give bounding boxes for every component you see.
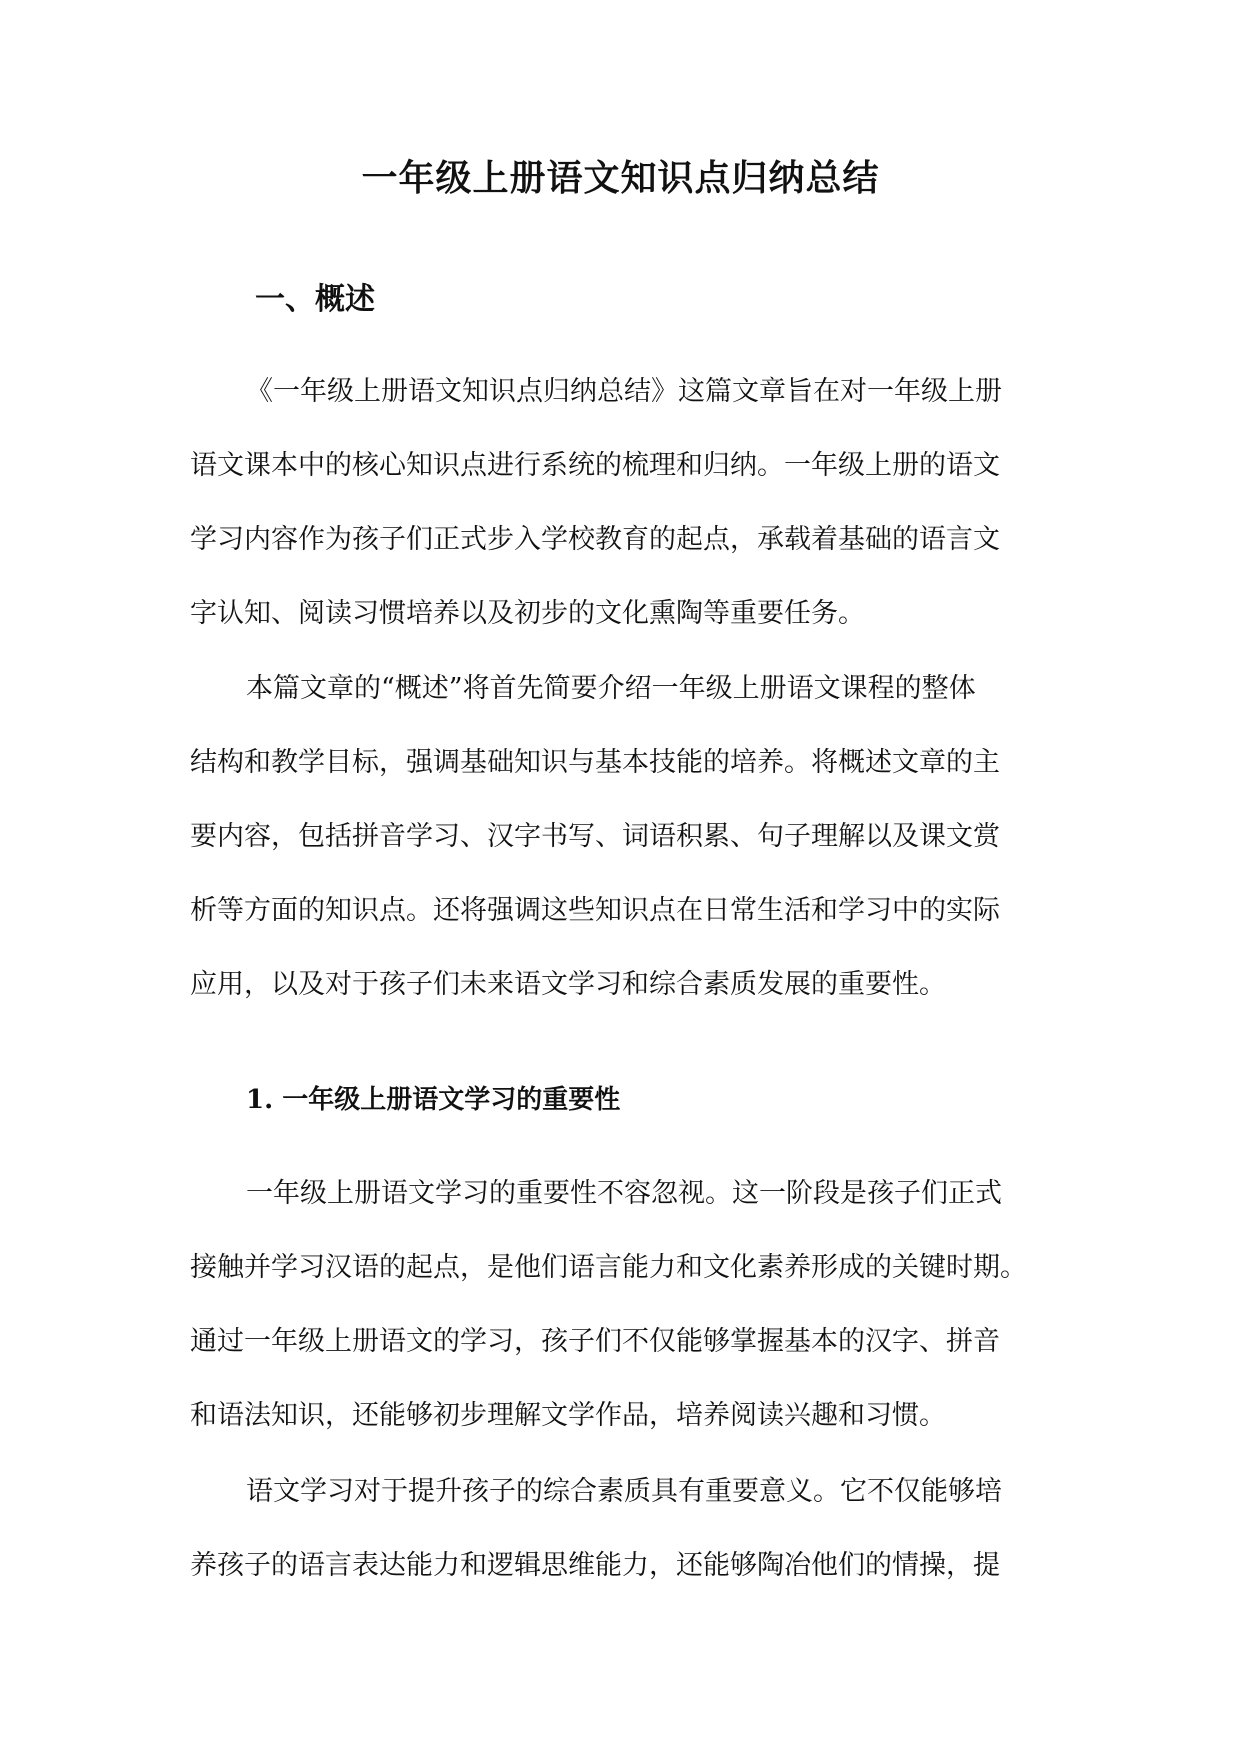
importance-paragraph-1 xyxy=(190,1157,1055,1453)
paragraph-line: 接触并学习汉语的起点，是他们语言能力和文化素养形成的关键时期。 xyxy=(190,1252,1027,1283)
overview-paragraph-2 xyxy=(190,652,1055,1022)
paragraph-line: 应用，以及对于孩子们未来语文学习和综合素质发展的重要性。 xyxy=(190,969,946,1000)
document-title: 一年级上册语文知识点归纳总结 xyxy=(361,157,880,199)
paragraph-line: 字认知、阅读习惯培养以及初步的文化熏陶等重要任务。 xyxy=(190,598,865,629)
section-heading-overview: 一、概述 xyxy=(255,282,375,317)
paragraph-line: 和语法知识，还能够初步理解文学作品，培养阅读兴趣和习惯。 xyxy=(190,1400,946,1431)
paragraph-line: 《一年级上册语文知识点归纳总结》这篇文章旨在对一年级上册 xyxy=(246,376,1002,407)
paragraph-line: 学习内容作为孩子们正式步入学校教育的起点，承载着基础的语言文 xyxy=(190,524,1000,555)
paragraph-line: 要内容，包括拼音学习、汉字书写、词语积累、句子理解以及课文赏 xyxy=(190,821,1000,852)
paragraph-line: 通过一年级上册语文的学习，孩子们不仅能够掌握基本的汉字、拼音 xyxy=(190,1326,1000,1357)
paragraph-line: 本篇文章的“概述”将首先简要介绍一年级上册语文课程的整体 xyxy=(246,673,976,704)
paragraph-line: 语文课本中的核心知识点进行系统的梳理和归纳。一年级上册的语文 xyxy=(190,450,1000,481)
paragraph-line: 析等方面的知识点。还将强调这些知识点在日常生活和学习中的实际 xyxy=(190,895,1000,926)
importance-paragraph-2 xyxy=(190,1455,1055,1603)
overview-paragraph-1 xyxy=(190,355,1055,651)
paragraph-line: 语文学习对于提升孩子的综合素质具有重要意义。它不仅能够培 xyxy=(246,1476,1002,1507)
paragraph-line: 养孩子的语言表达能力和逻辑思维能力，还能够陶冶他们的情操，提 xyxy=(190,1550,1000,1581)
subsection-heading-importance: 1. 一年级上册语文学习的重要性 xyxy=(246,1085,621,1115)
paragraph-line: 一年级上册语文学习的重要性不容忽视。这一阶段是孩子们正式 xyxy=(246,1178,1002,1209)
paragraph-line: 结构和教学目标，强调基础知识与基本技能的培养。将概述文章的主 xyxy=(190,747,1000,778)
